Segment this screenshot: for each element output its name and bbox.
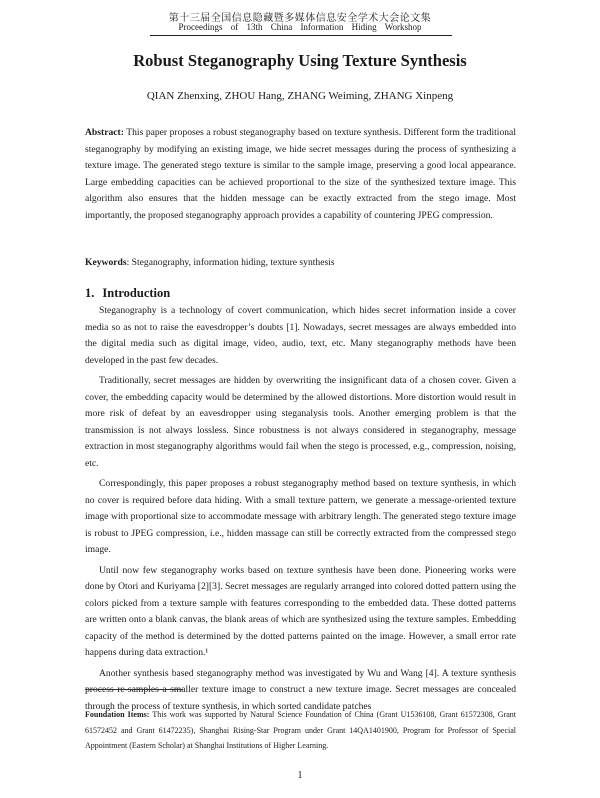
page-number: 1 <box>297 770 303 781</box>
running-header-chinese: 第十三届全国信息隐藏暨多媒体信息安全学术大会论文集 <box>168 13 432 24</box>
footnote <box>85 707 516 754</box>
abstract-label: Abstract: <box>85 127 124 138</box>
keywords-label: Keywords <box>85 257 127 268</box>
abstract-text: This paper proposes a robust steganography based on texture synthesis. Different form the traditional steganography by modifying an existing image, we hide secret messages during the process of synthesizing a texture image. The generated stego texture is similar to the sample image, preserving a good local appearance. Large embedding capacities can be achieved proportional to the size of the synthesized texture image. This algorithm also ensures that the hidden message can be exactly extracted from the stego image. Most importantly, the proposed steganography approach provides a capability of countering JPEG compression. <box>85 127 516 221</box>
header-rule <box>150 35 452 36</box>
section-body <box>85 303 516 719</box>
keywords: Keywords: Steganography, information hiding, texture synthesis <box>85 257 335 268</box>
section-number: 1. <box>85 286 95 300</box>
paragraph: Another synthesis based steganography method was investigated by Wu and Wang [4]. A texture synthesis process re-samples a smaller texture image to construct a new texture image. Secret messages are concealed through the process of texture synthesis, in which sorted candidate patches <box>85 667 516 712</box>
paragraph: Steganography is a technology of covert communication, which hides secret information inside a cover media so as not to raise the eavesdropper’s doubts [1]. Nowadays, secret messages are always embedded into the digital media such as digital image, video, audio, text, etc. Many steganography methods have been developed in the past few decades. <box>85 305 516 366</box>
keywords-text: Steganography, information hiding, texture synthesis <box>131 257 335 268</box>
paragraph: Traditionally, secret messages are hidden by overwriting the insignificant data of a chosen cover. Given a cover, the embedding capacity would be determined by the allowed distortions. More distortion would result in more risk of defeat by an eavesdropper using steganalysis tools. Another emerging problem is that the transmission is not always lossless. Since robustness is not always considered in steganography, message extraction in most steganography algorithms would fail when the stego is processed, e.g., compression, noising, etc. <box>85 375 516 469</box>
footnote-text: This work was supported by Natural Science Foundation of China (Grant U1536108, Grant 61572308, Grant 61572452 and Grant 61472235), Shanghai Rising-Star Program under Grant 14QA1401900, Program for Professor of Special Appointment (Eastern Scholar) at Shanghai Institutions of Higher Learning. <box>85 710 516 750</box>
footnote-rule <box>85 689 183 690</box>
section-title: Introduction <box>102 286 171 300</box>
paragraph: Correspondingly, this paper proposes a robust steganography method based on texture synthesis, in which no cover is required before data hiding. With a small texture pattern, we generate a message-oriented texture image with proportional size to accommodate message with arbitrary length. The generated stego texture image is robust to JPEG compression, i.e., hidden massage can still be correctly extracted from the compressed stego image. <box>85 478 516 555</box>
footnote-label: Foundation Items: <box>85 710 150 719</box>
section-heading-introduction <box>85 286 170 301</box>
abstract <box>85 125 516 224</box>
paper-title: Robust Steganography Using Texture Synthesis <box>133 51 467 70</box>
author-list: QIAN Zhenxing, ZHOU Hang, ZHANG Weiming, ZHANG Xinpeng <box>146 90 454 102</box>
running-header-english: Proceedings of 13th China Information Hiding Workshop <box>178 22 422 32</box>
paragraph: Until now few steganography works based on texture synthesis have been done. Pioneering works were done by Otori and Kuriyama [2][3]. Secret messages are regularly arranged into colored dotted pattern using the colors picked from a texture sample with features corresponding to the embedded data. These dotted patterns are written onto a blank canvas, the blank areas of which are synthesized using the texture samples. Embedding capacity of the method is determined by the dotted patterns painted on the image. However, a small error rate happens during data extraction.¹ <box>85 564 516 658</box>
